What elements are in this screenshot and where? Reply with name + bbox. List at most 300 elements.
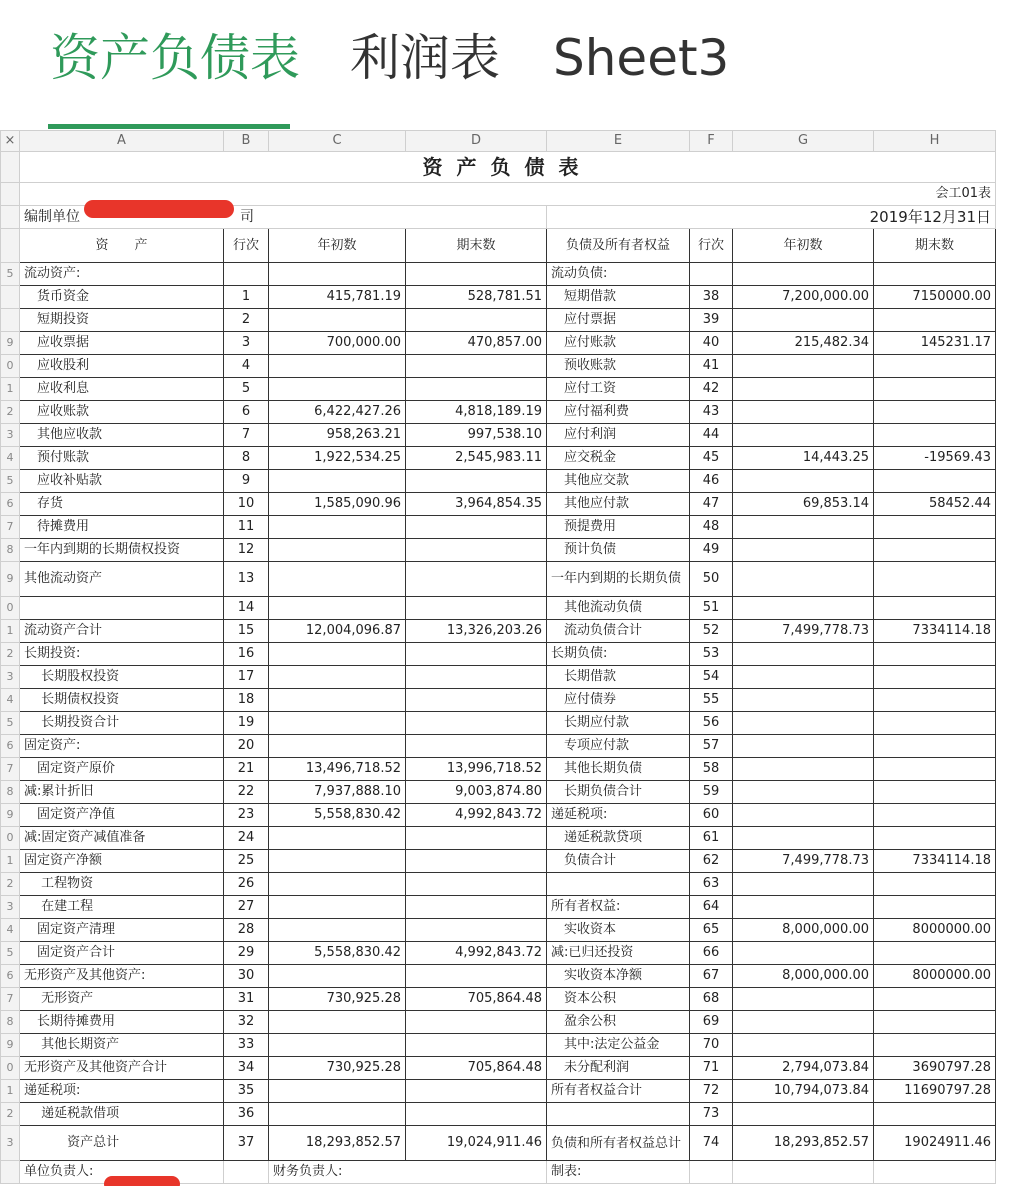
liability-ending[interactable]: 3690797.28 [874, 1057, 996, 1080]
row-number[interactable] [1, 229, 20, 263]
form-code[interactable]: 会工01表 [20, 183, 996, 206]
row-number[interactable] [1, 183, 20, 206]
liability-name[interactable]: 盈余公积 [547, 1011, 690, 1034]
asset-line[interactable]: 26 [224, 873, 269, 896]
liability-beginning[interactable] [733, 401, 874, 424]
asset-ending[interactable] [406, 1080, 547, 1103]
liability-ending[interactable]: 7150000.00 [874, 286, 996, 309]
row-number[interactable]: 6 [1, 493, 20, 516]
asset-name[interactable]: 减:固定资产减值准备 [20, 827, 224, 850]
liability-beginning[interactable]: 7,499,778.73 [733, 620, 874, 643]
liability-beginning[interactable] [733, 666, 874, 689]
liability-line[interactable]: 40 [690, 332, 733, 355]
liability-line[interactable] [690, 263, 733, 286]
asset-beginning[interactable] [269, 919, 406, 942]
liability-ending[interactable] [874, 758, 996, 781]
row-number[interactable]: 1 [1, 850, 20, 873]
asset-ending[interactable] [406, 896, 547, 919]
asset-name[interactable]: 长期投资合计 [20, 712, 224, 735]
asset-line[interactable]: 29 [224, 942, 269, 965]
liability-name[interactable]: 应付票据 [547, 309, 690, 332]
liability-ending[interactable] [874, 689, 996, 712]
asset-line[interactable]: 36 [224, 1103, 269, 1126]
liability-ending[interactable]: -19569.43 [874, 447, 996, 470]
row-number[interactable]: 3 [1, 1126, 20, 1161]
asset-beginning[interactable] [269, 263, 406, 286]
asset-beginning[interactable] [269, 1080, 406, 1103]
asset-line[interactable]: 12 [224, 539, 269, 562]
liability-line[interactable]: 47 [690, 493, 733, 516]
asset-ending[interactable] [406, 355, 547, 378]
asset-line[interactable]: 17 [224, 666, 269, 689]
asset-name[interactable]: 应收利息 [20, 378, 224, 401]
liability-name[interactable]: 应付工资 [547, 378, 690, 401]
footer-cell[interactable] [733, 1161, 874, 1184]
asset-ending[interactable] [406, 689, 547, 712]
asset-beginning[interactable] [269, 896, 406, 919]
row-number[interactable]: 2 [1, 873, 20, 896]
liability-beginning[interactable]: 18,293,852.57 [733, 1126, 874, 1161]
liability-ending[interactable] [874, 781, 996, 804]
liability-line[interactable]: 53 [690, 643, 733, 666]
row-number[interactable]: 4 [1, 447, 20, 470]
liability-name[interactable]: 其中:法定公益金 [547, 1034, 690, 1057]
asset-beginning[interactable]: 5,558,830.42 [269, 804, 406, 827]
asset-beginning[interactable]: 7,937,888.10 [269, 781, 406, 804]
row-number[interactable]: 4 [1, 689, 20, 712]
beginning-header-2[interactable]: 年初数 [733, 229, 874, 263]
asset-name[interactable]: 其他应收款 [20, 424, 224, 447]
col-header-f[interactable]: F [690, 131, 733, 152]
asset-ending[interactable] [406, 1034, 547, 1057]
asset-ending[interactable] [406, 873, 547, 896]
asset-line[interactable]: 1 [224, 286, 269, 309]
liability-beginning[interactable] [733, 643, 874, 666]
col-header-c[interactable]: C [269, 131, 406, 152]
asset-name[interactable]: 应收账款 [20, 401, 224, 424]
liability-beginning[interactable]: 10,794,073.84 [733, 1080, 874, 1103]
asset-line[interactable]: 4 [224, 355, 269, 378]
tab-sheet3[interactable]: Sheet3 [553, 29, 730, 87]
col-header-h[interactable]: H [874, 131, 996, 152]
asset-beginning[interactable]: 730,925.28 [269, 1057, 406, 1080]
asset-ending[interactable] [406, 378, 547, 401]
liability-name[interactable]: 所有者权益合计 [547, 1080, 690, 1103]
row-number[interactable]: 1 [1, 620, 20, 643]
asset-ending[interactable] [406, 562, 547, 597]
liability-ending[interactable] [874, 643, 996, 666]
asset-beginning[interactable]: 12,004,096.87 [269, 620, 406, 643]
liability-ending[interactable] [874, 1034, 996, 1057]
line-header[interactable]: 行次 [224, 229, 269, 263]
asset-beginning[interactable]: 6,422,427.26 [269, 401, 406, 424]
asset-line[interactable]: 25 [224, 850, 269, 873]
liability-name[interactable]: 应付债券 [547, 689, 690, 712]
asset-name[interactable]: 无形资产及其他资产: [20, 965, 224, 988]
asset-line[interactable]: 14 [224, 597, 269, 620]
liability-name[interactable]: 长期负债: [547, 643, 690, 666]
asset-ending[interactable]: 4,992,843.72 [406, 804, 547, 827]
row-number[interactable]: 2 [1, 401, 20, 424]
liability-beginning[interactable] [733, 689, 874, 712]
liability-beginning[interactable] [733, 781, 874, 804]
asset-name[interactable]: 无形资产 [20, 988, 224, 1011]
liability-ending[interactable] [874, 470, 996, 493]
liability-beginning[interactable]: 8,000,000.00 [733, 965, 874, 988]
asset-ending[interactable]: 4,992,843.72 [406, 942, 547, 965]
asset-name[interactable]: 长期投资: [20, 643, 224, 666]
asset-line[interactable]: 32 [224, 1011, 269, 1034]
liability-ending[interactable]: 19024911.46 [874, 1126, 996, 1161]
row-number[interactable]: 5 [1, 470, 20, 493]
asset-line[interactable]: 15 [224, 620, 269, 643]
tab-income-statement[interactable]: 利润表 [350, 29, 500, 87]
liability-beginning[interactable]: 7,499,778.73 [733, 850, 874, 873]
asset-beginning[interactable] [269, 1034, 406, 1057]
asset-line[interactable]: 37 [224, 1126, 269, 1161]
row-number[interactable]: 1 [1, 1080, 20, 1103]
liability-ending[interactable]: 8000000.00 [874, 919, 996, 942]
asset-ending[interactable]: 470,857.00 [406, 332, 547, 355]
row-number[interactable]: 2 [1, 643, 20, 666]
asset-name[interactable]: 无形资产及其他资产合计 [20, 1057, 224, 1080]
asset-name[interactable]: 减:累计折旧 [20, 781, 224, 804]
col-header-g[interactable]: G [733, 131, 874, 152]
row-number[interactable]: 5 [1, 263, 20, 286]
asset-ending[interactable] [406, 965, 547, 988]
liability-beginning[interactable] [733, 424, 874, 447]
liability-line[interactable]: 57 [690, 735, 733, 758]
row-number[interactable]: 9 [1, 332, 20, 355]
liability-name[interactable]: 应付账款 [547, 332, 690, 355]
asset-beginning[interactable]: 13,496,718.52 [269, 758, 406, 781]
liability-ending[interactable] [874, 309, 996, 332]
spreadsheet-grid[interactable] [0, 130, 1012, 1186]
row-number[interactable]: 7 [1, 516, 20, 539]
asset-beginning[interactable] [269, 965, 406, 988]
asset-line[interactable]: 22 [224, 781, 269, 804]
liability-name[interactable]: 一年内到期的长期负债 [547, 562, 690, 597]
liability-beginning[interactable] [733, 1034, 874, 1057]
ending-header[interactable]: 期末数 [406, 229, 547, 263]
asset-beginning[interactable]: 1,922,534.25 [269, 447, 406, 470]
liability-ending[interactable] [874, 355, 996, 378]
unit-head-label[interactable]: 单位负责人: [20, 1161, 224, 1184]
liability-line[interactable]: 70 [690, 1034, 733, 1057]
liability-beginning[interactable] [733, 758, 874, 781]
asset-beginning[interactable] [269, 643, 406, 666]
liability-ending[interactable] [874, 378, 996, 401]
asset-ending[interactable]: 19,024,911.46 [406, 1126, 547, 1161]
row-number[interactable]: 2 [1, 1103, 20, 1126]
asset-name[interactable]: 在建工程 [20, 896, 224, 919]
liability-beginning[interactable]: 14,443.25 [733, 447, 874, 470]
asset-ending[interactable] [406, 827, 547, 850]
liability-line[interactable]: 72 [690, 1080, 733, 1103]
row-number[interactable]: 6 [1, 735, 20, 758]
asset-ending[interactable] [406, 470, 547, 493]
row-number[interactable]: 8 [1, 1011, 20, 1034]
row-number[interactable]: 3 [1, 424, 20, 447]
liability-beginning[interactable] [733, 988, 874, 1011]
asset-ending[interactable]: 705,864.48 [406, 1057, 547, 1080]
liability-line[interactable]: 43 [690, 401, 733, 424]
asset-ending[interactable]: 997,538.10 [406, 424, 547, 447]
col-header-b[interactable]: B [224, 131, 269, 152]
liability-name[interactable]: 应付福利费 [547, 401, 690, 424]
asset-name[interactable]: 流动资产合计 [20, 620, 224, 643]
row-number[interactable]: 5 [1, 942, 20, 965]
liability-line[interactable]: 68 [690, 988, 733, 1011]
asset-name[interactable]: 存货 [20, 493, 224, 516]
liability-name[interactable]: 应交税金 [547, 447, 690, 470]
liability-beginning[interactable] [733, 1011, 874, 1034]
liability-beginning[interactable]: 215,482.34 [733, 332, 874, 355]
liability-ending[interactable] [874, 263, 996, 286]
asset-name[interactable]: 固定资产净值 [20, 804, 224, 827]
liability-beginning[interactable] [733, 827, 874, 850]
asset-line[interactable]: 6 [224, 401, 269, 424]
liability-ending[interactable]: 7334114.18 [874, 620, 996, 643]
liability-beginning[interactable] [733, 309, 874, 332]
footer-cell[interactable] [874, 1161, 996, 1184]
asset-beginning[interactable] [269, 309, 406, 332]
liability-beginning[interactable] [733, 378, 874, 401]
row-number[interactable]: 0 [1, 597, 20, 620]
liability-line[interactable]: 58 [690, 758, 733, 781]
row-number[interactable]: 0 [1, 827, 20, 850]
liability-line[interactable]: 56 [690, 712, 733, 735]
asset-line[interactable]: 9 [224, 470, 269, 493]
asset-beginning[interactable]: 5,558,830.42 [269, 942, 406, 965]
asset-ending[interactable]: 3,964,854.35 [406, 493, 547, 516]
asset-line[interactable]: 5 [224, 378, 269, 401]
row-number[interactable]: 9 [1, 804, 20, 827]
liability-ending[interactable] [874, 562, 996, 597]
asset-name[interactable]: 工程物资 [20, 873, 224, 896]
liability-line[interactable]: 51 [690, 597, 733, 620]
asset-line[interactable]: 27 [224, 896, 269, 919]
liability-name[interactable]: 预提费用 [547, 516, 690, 539]
liability-name[interactable]: 其他应交款 [547, 470, 690, 493]
ending-header-2[interactable]: 期末数 [874, 229, 996, 263]
liability-beginning[interactable]: 2,794,073.84 [733, 1057, 874, 1080]
liability-ending[interactable] [874, 712, 996, 735]
col-header-d[interactable]: D [406, 131, 547, 152]
row-number[interactable]: 6 [1, 965, 20, 988]
liability-name[interactable]: 递延税项: [547, 804, 690, 827]
asset-beginning[interactable]: 700,000.00 [269, 332, 406, 355]
asset-beginning[interactable]: 730,925.28 [269, 988, 406, 1011]
liability-beginning[interactable] [733, 516, 874, 539]
asset-name[interactable]: 长期债权投资 [20, 689, 224, 712]
asset-name[interactable]: 递延税项: [20, 1080, 224, 1103]
row-number[interactable]: 9 [1, 562, 20, 597]
liability-name[interactable]: 预收账款 [547, 355, 690, 378]
liability-line[interactable]: 73 [690, 1103, 733, 1126]
liability-beginning[interactable]: 69,853.14 [733, 493, 874, 516]
liability-beginning[interactable]: 7,200,000.00 [733, 286, 874, 309]
asset-ending[interactable]: 13,326,203.26 [406, 620, 547, 643]
asset-line[interactable]: 3 [224, 332, 269, 355]
liability-line[interactable]: 66 [690, 942, 733, 965]
asset-beginning[interactable] [269, 1011, 406, 1034]
asset-beginning[interactable] [269, 850, 406, 873]
liability-ending[interactable] [874, 804, 996, 827]
liability-line[interactable]: 69 [690, 1011, 733, 1034]
asset-beginning[interactable] [269, 827, 406, 850]
asset-line[interactable]: 35 [224, 1080, 269, 1103]
liability-beginning[interactable] [733, 873, 874, 896]
liability-name[interactable]: 所有者权益: [547, 896, 690, 919]
asset-line[interactable]: 24 [224, 827, 269, 850]
asset-line[interactable]: 8 [224, 447, 269, 470]
asset-name[interactable]: 预付账款 [20, 447, 224, 470]
row-number[interactable]: 0 [1, 355, 20, 378]
liability-line[interactable]: 52 [690, 620, 733, 643]
asset-name[interactable] [20, 597, 224, 620]
footer-cell[interactable] [690, 1161, 733, 1184]
asset-header[interactable]: 资 产 [20, 229, 224, 263]
asset-line[interactable]: 13 [224, 562, 269, 597]
liability-line[interactable]: 45 [690, 447, 733, 470]
liability-ending[interactable] [874, 942, 996, 965]
row-number[interactable]: 1 [1, 378, 20, 401]
asset-beginning[interactable] [269, 562, 406, 597]
asset-beginning[interactable] [269, 873, 406, 896]
asset-ending[interactable] [406, 850, 547, 873]
liability-line[interactable]: 55 [690, 689, 733, 712]
asset-ending[interactable]: 2,545,983.11 [406, 447, 547, 470]
liability-beginning[interactable] [733, 712, 874, 735]
liability-ending[interactable]: 58452.44 [874, 493, 996, 516]
asset-ending[interactable] [406, 309, 547, 332]
liability-line[interactable]: 44 [690, 424, 733, 447]
liability-beginning[interactable] [733, 355, 874, 378]
asset-ending[interactable] [406, 735, 547, 758]
liability-ending[interactable] [874, 516, 996, 539]
liability-beginning[interactable] [733, 896, 874, 919]
col-header-a[interactable]: A [20, 131, 224, 152]
asset-line[interactable]: 7 [224, 424, 269, 447]
liability-name[interactable]: 其他长期负债 [547, 758, 690, 781]
asset-ending[interactable] [406, 1103, 547, 1126]
asset-beginning[interactable] [269, 355, 406, 378]
liability-line[interactable]: 61 [690, 827, 733, 850]
liability-ending[interactable]: 11690797.28 [874, 1080, 996, 1103]
asset-line[interactable]: 28 [224, 919, 269, 942]
liability-ending[interactable]: 8000000.00 [874, 965, 996, 988]
liability-line[interactable]: 46 [690, 470, 733, 493]
asset-beginning[interactable] [269, 597, 406, 620]
liability-ending[interactable] [874, 597, 996, 620]
asset-name[interactable]: 资产总计 [20, 1126, 224, 1161]
liability-line[interactable]: 48 [690, 516, 733, 539]
liability-name[interactable]: 负债和所有者权益总计 [547, 1126, 690, 1161]
asset-beginning[interactable] [269, 470, 406, 493]
liability-beginning[interactable] [733, 597, 874, 620]
liability-beginning[interactable] [733, 539, 874, 562]
asset-name[interactable]: 应收补贴款 [20, 470, 224, 493]
asset-line[interactable]: 19 [224, 712, 269, 735]
asset-name[interactable]: 固定资产净额 [20, 850, 224, 873]
asset-beginning[interactable] [269, 539, 406, 562]
liability-name[interactable]: 应付利润 [547, 424, 690, 447]
row-number[interactable] [1, 286, 20, 309]
asset-name[interactable]: 固定资产清理 [20, 919, 224, 942]
asset-ending[interactable] [406, 263, 547, 286]
asset-line[interactable]: 23 [224, 804, 269, 827]
asset-beginning[interactable]: 415,781.19 [269, 286, 406, 309]
asset-line[interactable]: 20 [224, 735, 269, 758]
asset-name[interactable]: 固定资产: [20, 735, 224, 758]
asset-ending[interactable]: 9,003,874.80 [406, 781, 547, 804]
liability-name[interactable]: 递延税款贷项 [547, 827, 690, 850]
liability-line[interactable]: 49 [690, 539, 733, 562]
liability-name[interactable]: 长期应付款 [547, 712, 690, 735]
asset-ending[interactable] [406, 516, 547, 539]
footer-cell[interactable] [224, 1161, 269, 1184]
liability-line[interactable]: 74 [690, 1126, 733, 1161]
asset-ending[interactable] [406, 597, 547, 620]
liability-line[interactable]: 50 [690, 562, 733, 597]
asset-ending[interactable] [406, 1011, 547, 1034]
liability-beginning[interactable] [733, 942, 874, 965]
asset-name[interactable]: 应收票据 [20, 332, 224, 355]
asset-line[interactable]: 11 [224, 516, 269, 539]
liability-line[interactable]: 38 [690, 286, 733, 309]
liability-name[interactable]: 其他应付款 [547, 493, 690, 516]
asset-beginning[interactable] [269, 712, 406, 735]
asset-beginning[interactable]: 958,263.21 [269, 424, 406, 447]
asset-line[interactable]: 33 [224, 1034, 269, 1057]
asset-beginning[interactable] [269, 666, 406, 689]
asset-ending[interactable]: 4,818,189.19 [406, 401, 547, 424]
col-header-e[interactable]: E [547, 131, 690, 152]
liability-line[interactable]: 41 [690, 355, 733, 378]
asset-ending[interactable]: 528,781.51 [406, 286, 547, 309]
row-number[interactable] [1, 206, 20, 229]
asset-beginning[interactable]: 1,585,090.96 [269, 493, 406, 516]
asset-name[interactable]: 待摊费用 [20, 516, 224, 539]
liability-line[interactable]: 39 [690, 309, 733, 332]
liability-ending[interactable] [874, 1011, 996, 1034]
asset-name[interactable]: 其他流动资产 [20, 562, 224, 597]
liability-ending[interactable] [874, 896, 996, 919]
sheet-title[interactable]: 资产负债表 [20, 152, 996, 183]
liability-name[interactable]: 实收资本净额 [547, 965, 690, 988]
liability-name[interactable]: 其他流动负债 [547, 597, 690, 620]
line-header-2[interactable]: 行次 [690, 229, 733, 263]
asset-line[interactable]: 21 [224, 758, 269, 781]
asset-beginning[interactable] [269, 735, 406, 758]
liability-name[interactable]: 实收资本 [547, 919, 690, 942]
asset-ending[interactable] [406, 712, 547, 735]
liability-ending[interactable] [874, 539, 996, 562]
liability-ending[interactable] [874, 873, 996, 896]
liability-line[interactable]: 62 [690, 850, 733, 873]
liability-line[interactable]: 63 [690, 873, 733, 896]
liability-name[interactable] [547, 873, 690, 896]
liability-line[interactable]: 54 [690, 666, 733, 689]
asset-beginning[interactable] [269, 1103, 406, 1126]
liability-name[interactable]: 未分配利润 [547, 1057, 690, 1080]
asset-line[interactable]: 10 [224, 493, 269, 516]
row-number[interactable]: 9 [1, 1034, 20, 1057]
asset-line[interactable]: 31 [224, 988, 269, 1011]
report-date[interactable]: 2019年12月31日 [547, 206, 996, 229]
liability-ending[interactable] [874, 735, 996, 758]
